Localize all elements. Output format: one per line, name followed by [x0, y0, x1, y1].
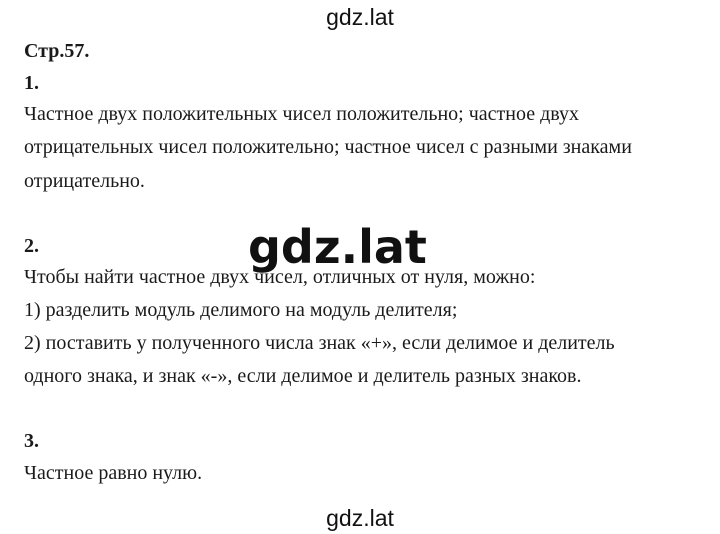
answer-number-3: 3. [24, 430, 39, 452]
answer-2-line-4: одного знака, и знак «-», если делимое и делитель разных знаков. [24, 365, 582, 387]
watermark-center: gdz.lat [248, 220, 427, 274]
answer-1-line-2: отрицательных чисел положительно; частное чисел с разными знаками [24, 136, 632, 158]
answer-1-line-3: отрицательно. [24, 170, 145, 192]
answer-2-line-1: Чтобы найти частное двух чисел, отличных от нуля, можно: [24, 266, 536, 288]
answer-3-line-1: Частное равно нулю. [24, 462, 203, 484]
answer-number-1: 1. [24, 72, 39, 94]
answer-2-line-3: 2) поставить у полученного числа знак «+», если делимое и делитель [24, 332, 615, 354]
answer-2-line-2: 1) разделить модуль делимого на модуль делителя; [24, 299, 458, 321]
page-label: Стр.57. [24, 40, 90, 62]
answer-1-line-1: Частное двух положительных чисел положительно; частное двух [24, 103, 580, 125]
watermark-top: gdz.lat [326, 4, 394, 30]
watermark-bottom: gdz.lat [326, 505, 394, 531]
answer-number-2: 2. [24, 235, 39, 257]
